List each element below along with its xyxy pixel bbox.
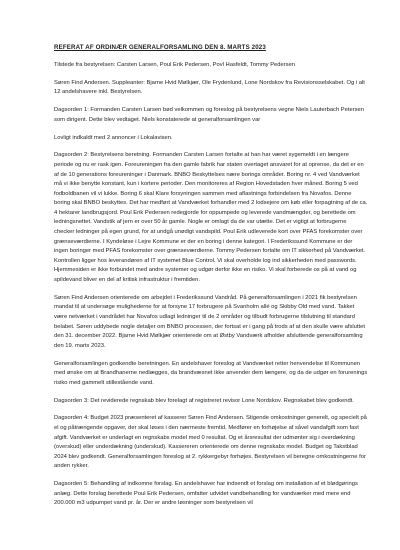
paragraph-agenda-5: Dagsorden 5: Behandling af indkomne forslag. En andelshaver har indsendt et forslag om installation af et blødgørings anlæg. Dette forslag berettede Poul Erik Pedersen, omfatter udvidet vandbehandling for vandværker med mere end 200.000 m3 udpumpet vand pr. år. Der er andre løsninger som bestyrelsen vil bbox=[54, 481, 358, 507]
paragraph-agenda-1-cont: Lovligt indkaldt med 2 annoncer i Lokalavisen. bbox=[54, 134, 173, 141]
paragraph-agenda-1: Dagsorden 1: Formanden Carsten Larsen bød velkommen og foreslog på bestyrelsens vegne Niels Lauterbach Petersen som dirigent. Dette blev vedtaget. Niels konstaterede at generalforsamlingen var bbox=[54, 107, 364, 123]
paragraph-agenda-2-approval: Generalforsamlingen godkendte beretningen. En andelshaver foreslog at Vandværket retter henvendelse til Kommunen med ønske om at Brandhanerne nedlægges, da brandvæsnet ikke anvender dem længere, og da de udgør en forurenings risiko med gammelt stillestående vand. bbox=[54, 360, 368, 386]
paragraph-attendees-board: Tilstede fra bestyrelsen: Carsten Larsen, Poul Erik Pedersen, Povl Hasfeldt, Tommy Pedersen bbox=[54, 62, 296, 68]
document-title: REFERAT AF ORDINÆR GENERALFORSAMLING DEN 8. MARTS 2023 bbox=[54, 44, 266, 51]
paragraph-agenda-2: Dagsorden 2: Bestyrelsens beretning. Formanden Carsten Larsen fortalte at han har været sygemeldt i en længere periode og nu er rask igen. Foreureningen fra den gamle fabrik har staten overtaget ansvaret for at oprense, da det er en af de 10 generations foreureninger i Danmark. BNBO Beskyttelses nære borings områder. Boring nr. 4 ved Vandværket må vi ikke benytte konstant, kun i kortere perioder. Den monitoreres af Region Hovedstaden hver måned. Boring 5 ved fodboldbanen vil vi lukke. Boring 6 skal Klare forsyningen sammen med aflastnings forbindelsen fra Novafos. Denne boring skal BNBO beskyttes. Det har medført at Vandværket forhandler med 2 lodsejere om køb eller forpagtning af de ca. 4 hektarer landbrugsjord. Poul Erik Pedersen redegjorde for oppumpede og leverede vandmængder, og berettede om ledningsnettet. Vandstik af jern er over 50 år gamle. Nogle er omlagt da de var utætte. Det er vigtigt at forbrugerne checker ledninger på egen grund, for at undgå unødigt vandspild. Poul Erik udleverede kort over PFAS forekomster over grænseværdierne. I Kyndeløse i Lejre Kommune er der en boring i denne kategori. I Frederikssund Kommune er der ingen boringer med PFAS forekomster over grænseværdierne. Tommy Pedersen fortalte om IT sikkerhed på Vandværket. Kontrollen ligger hos leverandøren af IT systemet Blue Control. Vi skal overholde log ind sikkerheden med passwords. Hjemmesiden er ikke forbundet med andre systemer og udgør derfor ikke en risiko. Vi skal forberede os på at vand og spildevand bliver en del af kritisk infrastruktur i fremtiden. bbox=[54, 152, 368, 284]
paragraph-attendees-others: Søren Find Andersen. Suppleanter: Bjarne Hvid Mølkjær, Ole Frydenlund, Lone Nordskov fra Revisionsselskabet. Og i alt 12 andelshavere inkl. Bestyrelsen. bbox=[54, 79, 365, 96]
paragraph-agenda-3: Dagsorden 3: Det reviderede regnskab blev forelagt af registreret revisor Lone Nordskov. Regnskabet blev godkendt. bbox=[54, 397, 354, 404]
paragraph-agenda-4: Dagsorden 4: Budget 2023 præsenteret af kasserer Søren Find Andersen. Stigende omkostninger generelt, og specielt på el og påtrængende opgaver, der skal løses i den nærmeste fremtid. Medfører en forhøjelse af såvel vandafgift som fast afgift. Vandværket er underlagt en regnskabs model med 0 resultat. Og et årsresultat der udmønter sig i overdækning (overskud) eller underdækning (underskud). Kassereren orienterede om denne regnskabs model. Budget og Takstblad 2024 blev godkendt. Generalforsamlingen foreslog at 2. rykkergebyr forhøjes. Bestyrelsen vil beregne omkostningerne for anden rykker. bbox=[54, 415, 367, 470]
paragraph-agenda-2-vandraad: Søren Find Andersen orienterede om arbejdet i Frederikssund Vandråd. På generalforsamlingen i 2021 fik bestyrelsen mandat til at undersøge mulighederne for at forsyne 17 forbrugere på Svanholm allé og Skibby Old med vand. Takket være netværket i vandrådet har Novafos udlagt ledninger til de 2 områder og tilbudt forbrugerne tilslutning til standard belabet. Søren uddybede nogle detaljer om BNBO processen, der fortsat er i gang på trods af at den skulle være afsluttet den 31. december 2022. Bjarne Hvid Mølkjær orienterede om at Østby Vandværk afholder afsluttende generalforsamling den 19. marts 2023. bbox=[54, 294, 365, 349]
